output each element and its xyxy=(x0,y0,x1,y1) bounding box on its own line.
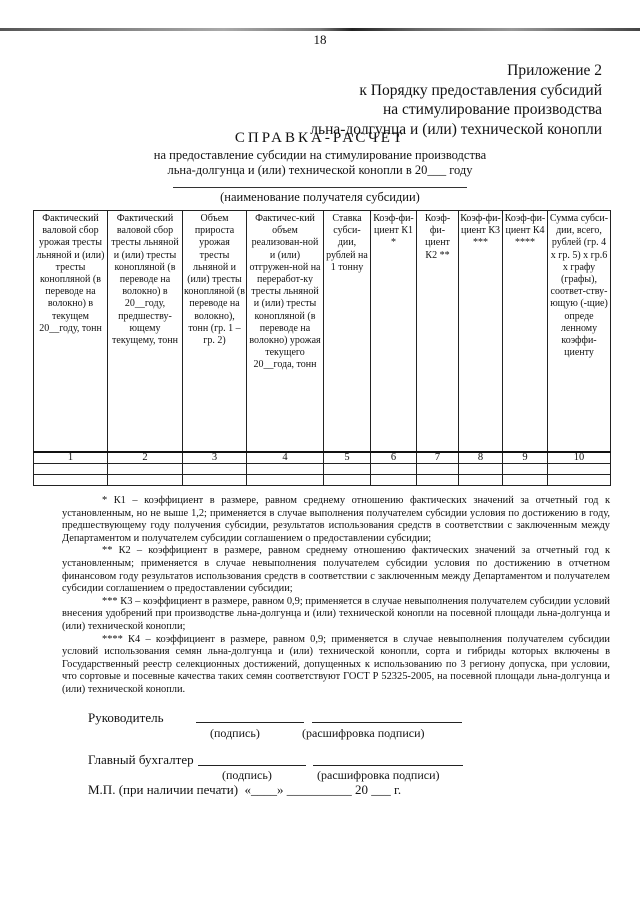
table-row xyxy=(34,464,611,475)
table-cell[interactable] xyxy=(417,475,459,486)
column-number: 9 xyxy=(503,452,548,464)
recipient-caption: (наименование получателя субсидии) xyxy=(220,190,420,204)
table-row xyxy=(34,475,611,486)
table-cell[interactable] xyxy=(503,464,548,475)
table-cell[interactable] xyxy=(108,475,183,486)
column-header: Коэф-фи-циент К4 **** xyxy=(503,211,548,453)
table-cell[interactable] xyxy=(324,464,371,475)
table-header-row xyxy=(34,211,611,453)
column-header: Ставка субси-дии, рублей на 1 тонну xyxy=(324,211,371,453)
column-number: 4 xyxy=(247,452,324,464)
table-cell[interactable] xyxy=(459,475,503,486)
column-number: 5 xyxy=(324,452,371,464)
column-header: Коэф-фи-циент К2 ** xyxy=(417,211,459,453)
head-label: Руководитель xyxy=(88,710,164,725)
subtitle-line: льна-долгунца и (или) технической конопли в 20___ году xyxy=(167,163,473,177)
accountant-decoding-caption: (расшифровка подписи) xyxy=(317,768,440,782)
document-subtitle xyxy=(0,148,640,178)
head-signature-field[interactable] xyxy=(196,722,304,723)
table-cell[interactable] xyxy=(548,464,611,475)
footnote-k4: **** К4 – коэффициент в размере, равном 0,9; применяется в случае невыполнения получателем субсидии условий использования семян льна-долгунца и (или) технической конопли, сорта и гибриды которых включены в Государственный реестр селекционных достижений, допущенных к использованию по 3 региону допуска, при условии, что сортовые и посевные качества таких семян соответствуют ГОСТ Р 52325-2005, на посевной площади льна-долгунца и (или) технической конопли. xyxy=(62,633,610,695)
column-header: Фактический валовой сбор тресты льняной и (или) тресты конопляной (в переводе на волокно) в 20__году, предшеству-ющему текущему, тонн xyxy=(108,211,183,453)
column-number: 8 xyxy=(459,452,503,464)
footnotes xyxy=(62,495,610,697)
footnote-k2: ** К2 – коэффициент в размере, равном среднему отношению фактических значений за отчетный год к установленным; применяется в случае невыполнения получателем субсидии условия по достижению в отчетном финансовом году результатов использования средств в соответствии с заключенным между Департаментом и получателем субсидии соглашением о предоставлении субсидии; xyxy=(62,545,610,595)
table-cell[interactable] xyxy=(371,464,417,475)
table-cell[interactable] xyxy=(548,475,611,486)
column-header: Коэф-фи-циент К1 * xyxy=(371,211,417,453)
calculation-table xyxy=(33,210,611,486)
table-cell[interactable] xyxy=(34,475,108,486)
footnote-k1: * К1 – коэффициент в размере, равном среднему отношению фактических значений за отчетный год к установленным, но не выше 1,2; применяется в случае выполнения получателем субсидии условия по достижению в году, предшествующему году получения субсидии, результатов использования средств в соответствии с заключенным между Департаментом и получателем субсидии соглашением о предоставлении субсидии; xyxy=(62,495,610,544)
page-number: 18 xyxy=(313,32,327,47)
table-cell[interactable] xyxy=(183,464,247,475)
table-cell[interactable] xyxy=(503,475,548,486)
accountant-signature-decoding-field[interactable] xyxy=(313,765,463,766)
head-decoding-caption: (расшифровка подписи) xyxy=(302,726,425,740)
column-header: Фактический валовой сбор урожая тресты льняной и (или) тресты конопляной (в переводе на волокно) в текущем 20__году, тонн xyxy=(34,211,108,453)
subtitle-line: на предоставление субсидии на стимулирование производства xyxy=(153,148,487,162)
accountant-signature-field[interactable] xyxy=(198,765,306,766)
appendix-line: Приложение 2 xyxy=(507,62,602,79)
appendix-line: к Порядку предоставления субсидий xyxy=(359,81,602,99)
footnote-k3: *** К3 – коэффициент в размере, равном 0,9; применяется в случае невыполнения получателем субсидии условий внесения удобрений при производстве льна-долгунца и (или) технической конопли на посевной площади льна-долгунца и (или) технической конопли; xyxy=(62,595,610,632)
table-cell[interactable] xyxy=(371,475,417,486)
column-number: 1 xyxy=(34,452,108,464)
table-cell[interactable] xyxy=(417,464,459,475)
table-cell[interactable] xyxy=(324,475,371,486)
accountant-signature-caption: (подпись) xyxy=(222,768,272,782)
column-header: Фактичес-кий объем реализован-ной и (или) отгружен-ной на переработ-ку тресты льняной и (или) тресты конопляной (в переводе на волокно) урожая текущего 20__года, тонн xyxy=(247,211,324,453)
table-cell[interactable] xyxy=(108,464,183,475)
column-number-row xyxy=(34,452,611,464)
column-header: Коэф-фи-циент К3 *** xyxy=(459,211,503,453)
column-number: 7 xyxy=(417,452,459,464)
column-header: Сумма субси-дии, всего, рублей (гр. 4 х гр. 5) х гр.6 х графу (графы), соответ-ству-ющую (-щие) опреде ленному коэффи-циенту xyxy=(548,211,611,453)
table-cell[interactable] xyxy=(247,464,324,475)
column-number: 3 xyxy=(183,452,247,464)
column-header: Объем прироста урожая тресты льняной и (или) тресты конопляной (в переводе на волокно), тонн (гр. 1 – гр. 2) xyxy=(183,211,247,453)
table-cell[interactable] xyxy=(183,475,247,486)
head-signature-decoding-field[interactable] xyxy=(312,722,462,723)
appendix-header xyxy=(310,61,602,139)
table-cell[interactable] xyxy=(459,464,503,475)
scan-artifact-bar xyxy=(0,28,640,31)
head-signature-caption: (подпись) xyxy=(210,726,260,740)
column-number: 6 xyxy=(371,452,417,464)
column-number: 10 xyxy=(548,452,611,464)
table-cell[interactable] xyxy=(34,464,108,475)
table-cell[interactable] xyxy=(247,475,324,486)
appendix-line: льна-долгунца и (или) технической конопли xyxy=(310,120,602,138)
recipient-name-field[interactable] xyxy=(173,187,467,188)
appendix-line: на стимулирование производства xyxy=(382,101,602,118)
column-number: 2 xyxy=(108,452,183,464)
document-title: СПРАВКА-РАСЧЕТ xyxy=(234,130,406,146)
accountant-label: Главный бухгалтер xyxy=(88,752,194,767)
stamp-date-line: М.П. (при наличии печати) «____» __________ 20 ___ г. xyxy=(88,782,402,797)
